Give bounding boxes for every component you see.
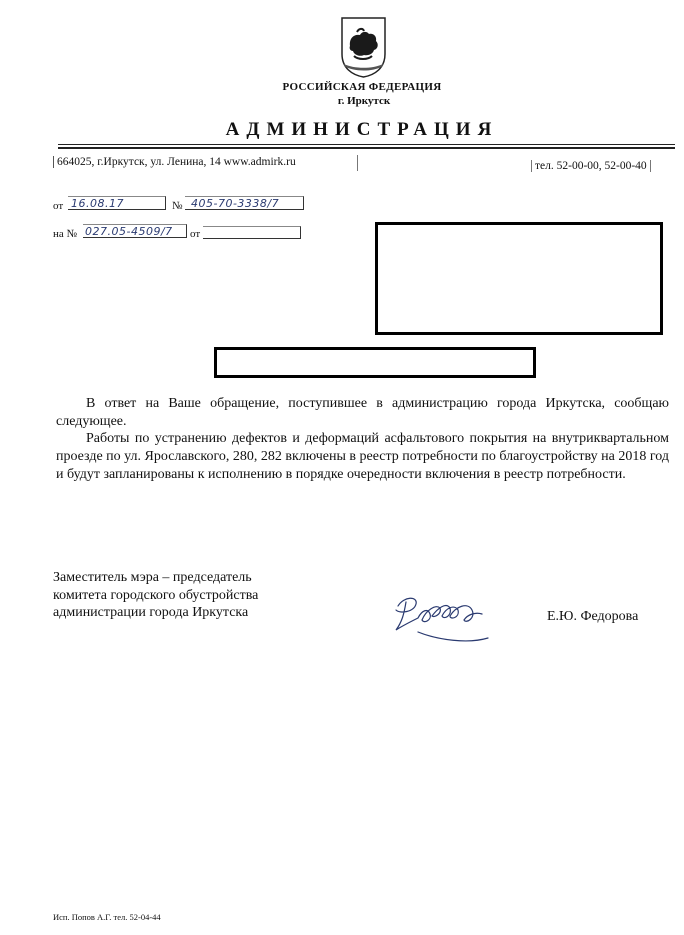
city-name: г. Иркутск <box>337 95 391 107</box>
phone-line: тел. 52-00-00, 52-00-40 <box>531 160 651 172</box>
body-paragraph: Работы по устранению дефектов и деформаций асфальтового покрытия на внутриквартальном проезде по ул. Ярославского, 280, 282 включены в реестр потребности по благоустройству на 2018 год и будут запланированы к исполнению в порядке очередности включения в реестр потребности. <box>56 431 669 482</box>
number-label: № <box>172 200 183 212</box>
handwritten-signature <box>388 588 498 650</box>
organization-title: АДМИНИСТРАЦИЯ <box>225 119 499 140</box>
redacted-salutation <box>214 347 536 378</box>
coat-of-arms-icon <box>340 16 387 78</box>
header-divider-thin <box>58 144 675 145</box>
position-line: администрации города Иркутска <box>53 605 249 620</box>
reply-number-label: на № <box>53 228 78 240</box>
country-name: РОССИЙСКАЯ ФЕДЕРАЦИЯ <box>282 81 442 93</box>
redacted-recipient <box>375 222 663 335</box>
date-label: от <box>53 200 64 212</box>
executor-info: Исп. Попов А.Г. тел. 52-04-44 <box>53 912 161 922</box>
signer-position <box>53 569 258 622</box>
body-paragraph: В ответ на Ваше обращение, поступившее в администрацию города Иркутска, сообщаю следующее. <box>56 396 669 429</box>
signer-name: Е.Ю. Федорова <box>547 609 639 624</box>
position-line: Заместитель мэра – председатель <box>53 570 252 585</box>
reply-number-field: 027.05-4509/7 <box>83 224 187 238</box>
letter-body <box>56 395 669 484</box>
number-field: 405-70-3338/7 <box>185 196 304 210</box>
reply-date-label: от <box>190 228 201 240</box>
address-line: 664025, г.Иркутск, ул. Ленина, 14 www.admirk.ru <box>53 156 296 168</box>
reply-date-field <box>203 226 301 239</box>
address-separator <box>357 155 358 171</box>
position-line: комитета городского обустройства <box>53 587 259 603</box>
header-divider-thick <box>58 147 675 149</box>
date-field: 16.08.17 <box>68 196 166 210</box>
